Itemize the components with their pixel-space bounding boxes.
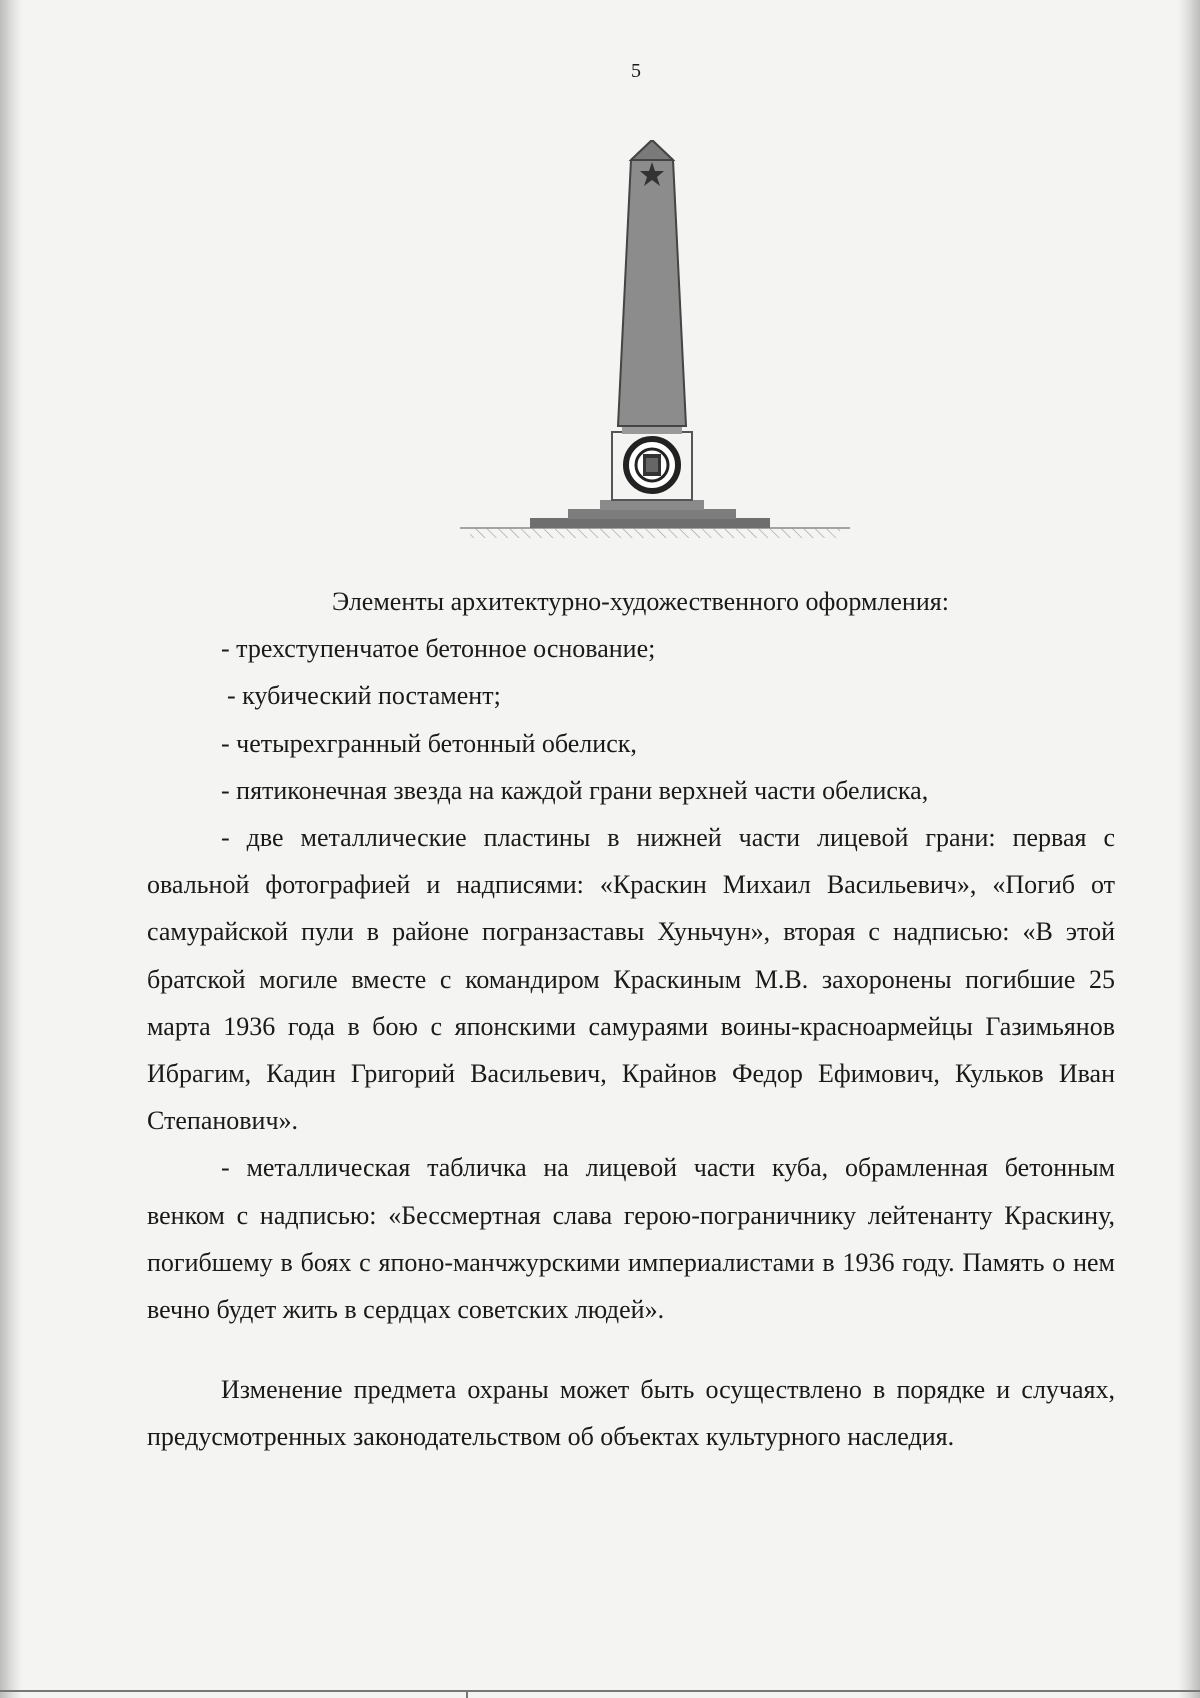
list-item: - четырехгранный бетонный обелиск, xyxy=(221,728,637,758)
paragraph-plates: - две металлические пластины в нижней части лицевой грани: первая с овальной фотографией и надписями: «Краскин Михаил Васильевич», «Погиб от самурайской пули в районе погранзаставы Хуньчун», вторая с надписью: «В этой братской могиле вместе с командиром Краскиным М.В. захоронены погибшие 25 марта 1936 года в бою с японскими самураями воины-красноармейцы Газимьянов Ибрагим, Кадин Григорий Васильевич, Крайнов Федор Ефимович, Кульков Иван Степанович». xyxy=(147,823,1115,1136)
list-item: - пятиконечная звезда на каждой грани верхней части обелиска, xyxy=(221,775,929,805)
list-item: - кубический постамент; xyxy=(227,681,501,711)
scan-edge-left xyxy=(0,0,22,1698)
obelisk-shaft xyxy=(618,140,686,426)
list-item: - трехступенчатое бетонное основание; xyxy=(221,634,656,664)
paragraph-plaque: - металлическая табличка на лицевой части куба, обрамленная бетонным венком с надписью: «Бессмертная слава герою-пограничнику лейтенанту Краскину, погибшему в боях с японо-манчжурскими империалистами в 1936 году. Память о нем вечно будет жить в сердцах советских людей». xyxy=(147,1153,1115,1325)
footer-tick xyxy=(466,1690,468,1698)
cubic-pedestal xyxy=(612,426,692,500)
scan-edge-right xyxy=(1178,0,1200,1698)
footer-rule xyxy=(0,1690,1200,1692)
closing-paragraph: Изменение предмета охраны может быть осуществлено в порядке и случаях, предусмотренных законодательством об объектах культурного наследия. xyxy=(147,1375,1115,1452)
obelisk-illustration xyxy=(460,140,860,540)
body-text xyxy=(147,578,1115,1461)
stepped-base xyxy=(530,500,770,528)
paragraph-gap xyxy=(147,1333,1115,1366)
elements-heading: Элементы архитектурно-художественного оформления: xyxy=(332,587,949,616)
ground xyxy=(460,528,850,538)
page-number: 5 xyxy=(631,60,641,82)
wreath-plaque-icon xyxy=(626,439,678,491)
